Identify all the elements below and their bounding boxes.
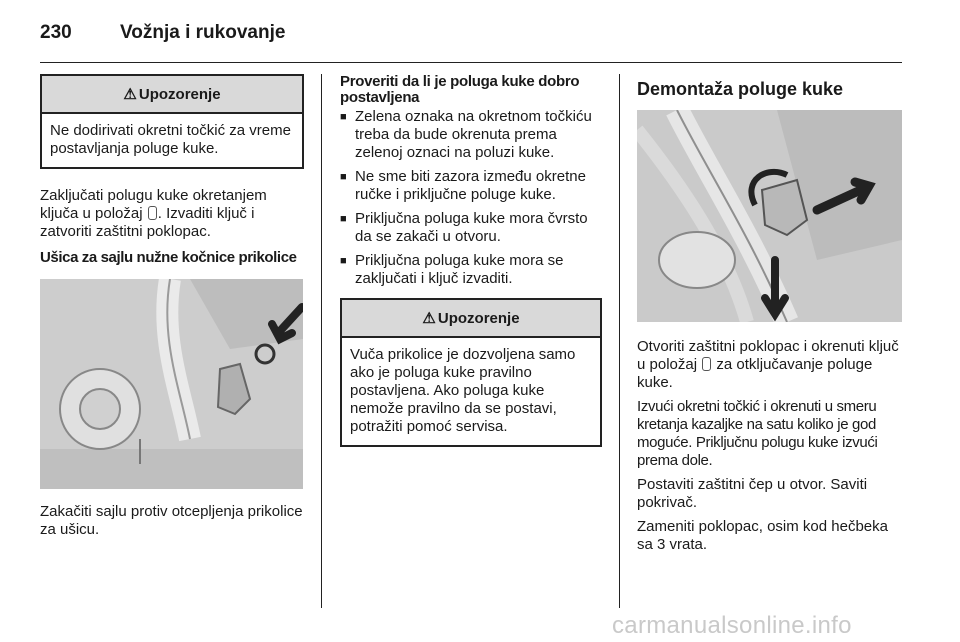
warning-header [342,300,600,338]
page-number: 230 [40,22,72,43]
header-rule [40,62,902,63]
list-item: ■ Ne sme biti zazora između okretne ručke i priključne poluge kuke. [340,168,602,204]
warning-header [42,76,302,114]
list-item: ■ Priključna poluga kuke mora se zaključati i ključ izvaditi. [340,252,602,288]
column-3 [637,74,902,554]
column-2 [340,74,602,447]
warning-box-2 [340,298,602,447]
unlock-position-icon [702,357,711,371]
lock-instruction [40,187,304,241]
check-heading: Proveriti da li je poluga kuke dobro postavljena [340,73,580,106]
lock-instruction-a: Zaključati polugu kuke okretanjem ključa u položaj [40,187,267,222]
list-item: ■ Priključna poluga kuke mora čvrsto da se zakači u otvoru. [340,210,602,246]
warning-text: Vuča prikolice je dozvoljena samo ako je poluga kuke pravilno postavljena. Ako poluga kuke nemože pravilno da se postavi, potražiti pomoć servisa. [350,346,576,435]
page-header [40,18,285,48]
column-divider-1 [321,74,322,608]
subheading-eyelet: Ušica za sajlu nužne kočnice prikolice [40,249,297,266]
pull-out-instruction: Izvući okretni točkić i okrenuti u smeru kretanja kazaljke na satu koliko je god moguće. Priključnu polugu kuke izvući prema dole. [637,398,878,469]
lock-position-icon [148,206,157,220]
replace-cover-instruction: Zameniti poklopac, osim kod hečbeka sa 3 vrata. [637,518,888,553]
warning-heading: Upozorenje [437,309,520,327]
column-1 [40,74,304,539]
section-title-removal: Demontaža poluge kuke [637,79,844,99]
page-title: Vožnja i rukovanje [120,22,286,43]
open-cover-a: Otvoriti zaštitni poklopac i okrenuti ključ u položaj [637,338,899,373]
warning-heading: Upozorenje [138,85,221,103]
figure-removal [637,110,902,322]
lock-instruction-b: . Izvaditi ključ i zatvoriti zaštitni poklopac. [40,205,255,240]
warning-triangle-icon: ⚠ [123,86,137,103]
figure-caption: Zakačiti sajlu protiv otcepljenja prikolice za ušicu. [40,503,303,538]
plug-instruction: Postaviti zaštitni čep u otvor. Saviti pokrivač. [637,476,868,511]
warning-box-1 [40,74,304,169]
open-cover-b: za otključavanje poluge kuke. [637,356,873,391]
column-divider-2 [619,74,620,608]
check-list [340,108,602,288]
warning-triangle-icon: ⚠ [422,310,436,327]
open-cover-instruction [637,338,902,392]
figure-eyelet [40,279,303,489]
warning-text: Ne dodirivati okretni točkić za vreme postavljanja poluge kuke. [50,122,291,157]
list-item: ■ Zelena oznaka na okretnom točkiću treba da bude okrenuta prema zelenoj oznaci na poluzi kuke. [340,108,602,162]
watermark: carmanualsonline.info [612,612,852,639]
